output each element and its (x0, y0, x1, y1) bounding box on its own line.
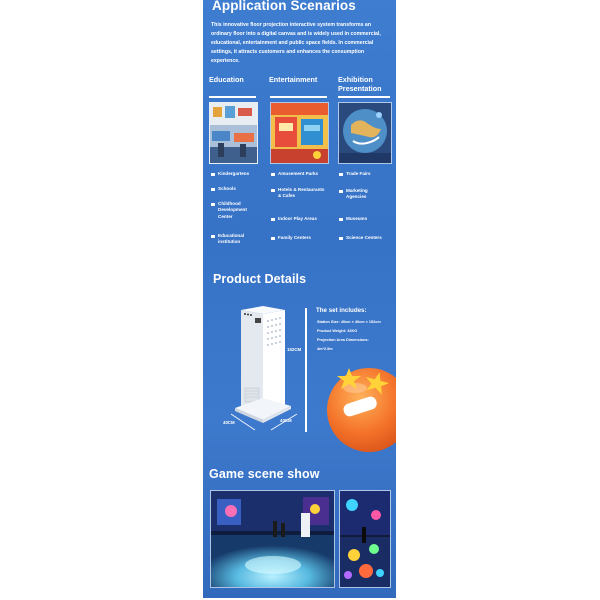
bullet-kindergartens: Kindergartens (211, 171, 267, 183)
bullet-hotels-restaurants-cafes: Hotels & Restaurants & Cafes (271, 187, 331, 205)
amusement-photo (270, 102, 329, 164)
bullet-square-icon (271, 237, 275, 241)
bullet-square-icon (339, 218, 343, 222)
application-intro-text: This innovative floor projection interactive system transforms an ordinary floor into a digital canvas and is widely used in commercial, educational, entertainment and public space fields. In commercial settings, it attracts customers and enhances the consumption experience. (211, 22, 381, 64)
game-scene-photo-large (210, 490, 335, 588)
education-heading: Education (209, 75, 244, 84)
product-info-panel (203, 0, 396, 598)
depth-label: 40CM (223, 420, 235, 425)
game-scene-photo-small (339, 490, 391, 588)
height-dimension-line (305, 308, 307, 432)
classroom-photo (209, 102, 258, 164)
bullet-square-icon (211, 235, 215, 239)
game-scene-title: Game scene show (209, 467, 320, 481)
height-label: 152CM (287, 347, 302, 352)
width-label: 40CM (280, 418, 292, 423)
bullet-family-centers: Family Centers (271, 235, 333, 247)
product-details-title: Product Details (213, 272, 307, 286)
bullet-square-icon (271, 173, 275, 177)
bullet-marketing-agencies: Marketing Agencies (339, 188, 389, 206)
bullet-science-centers: Science Centers (339, 235, 394, 247)
bullet-square-icon (339, 190, 343, 194)
spec-product-weight: Product Weight: 32KG (317, 329, 358, 333)
exhibition-heading: Exhibition Presentation (338, 75, 382, 93)
exhibition-underline (338, 96, 390, 98)
education-underline (209, 96, 256, 98)
entertainment-underline (270, 96, 327, 98)
bullet-square-icon (211, 188, 215, 192)
bullet-childhood-development-center: Childhood Development Center (211, 201, 263, 225)
bullet-indoor-play-areas: Indoor Play Areas (271, 216, 333, 228)
bullet-museums: Museums (339, 216, 394, 228)
projector-station-image (223, 302, 313, 432)
decorative-star-ball (325, 362, 396, 458)
exhibition-photo (338, 102, 392, 164)
bullet-square-icon (271, 189, 275, 193)
bullet-square-icon (211, 173, 215, 177)
bullet-educational-institution: Educational institution (211, 233, 263, 249)
set-includes-title: The set includes: (316, 307, 367, 314)
application-scenarios-title: Application Scenarios (212, 0, 356, 13)
bullet-square-icon (211, 203, 215, 207)
entertainment-heading: Entertainment (269, 75, 318, 84)
spec-station-size: Station Size: 40cm × 40cm × 152cm (317, 320, 381, 324)
bullet-square-icon (339, 173, 343, 177)
bullet-amusement-parks: Amusement Parks (271, 171, 333, 183)
bullet-schools: Schools (211, 186, 267, 198)
bullet-square-icon (271, 218, 275, 222)
spec-projection-area: Projection Area Dimensions: (317, 338, 369, 342)
bullet-square-icon (339, 237, 343, 241)
bullet-trade-fairs: Trade Fairs (339, 171, 394, 183)
spec-projection-size: 4m*2.5m (317, 347, 333, 351)
